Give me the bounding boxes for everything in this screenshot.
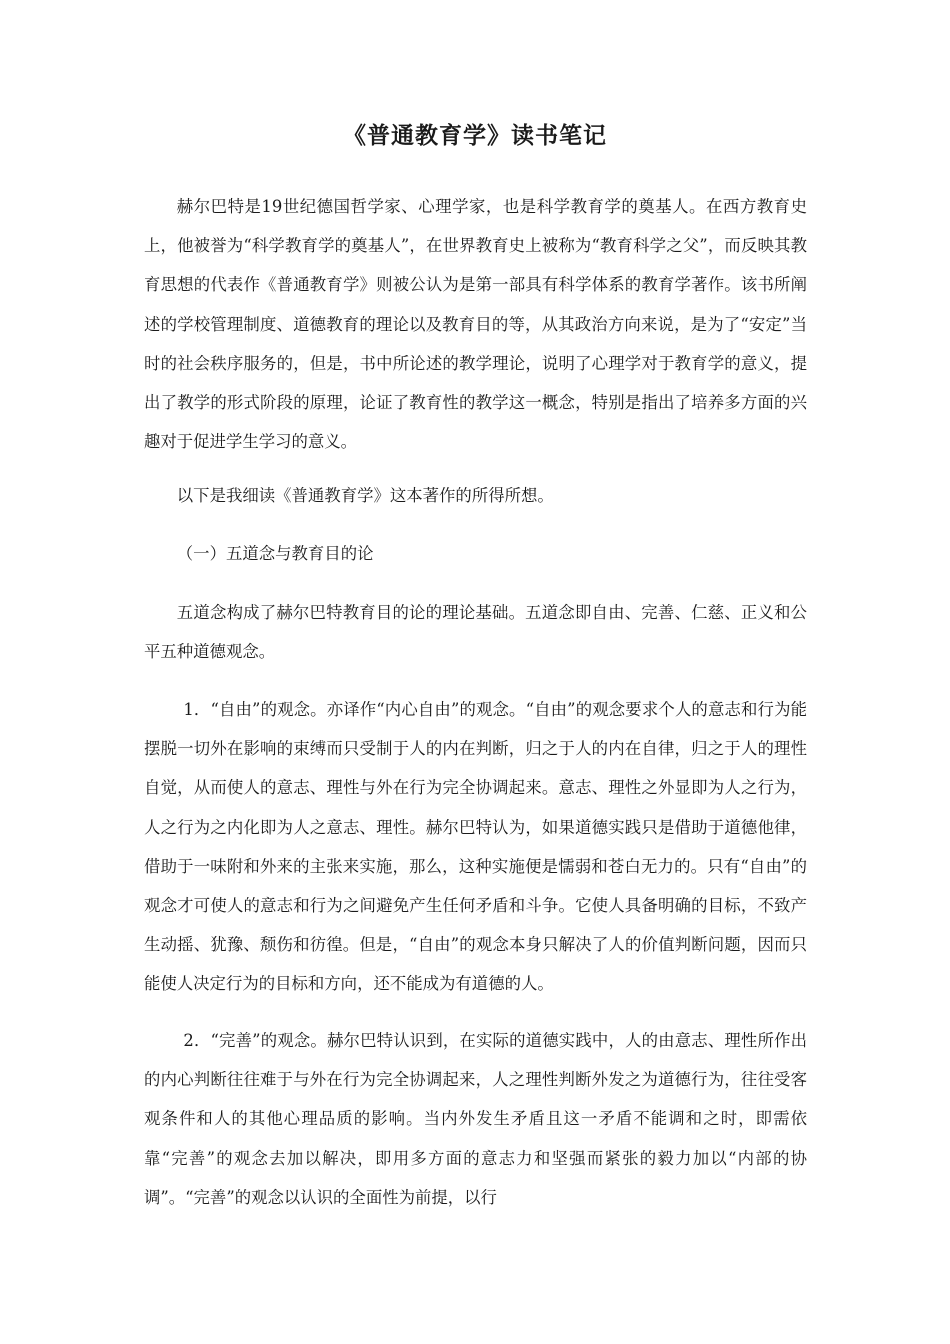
item-freedom-paragraph: 1．“自由”的观念。亦译作“内心自由”的观念。“自由”的观念要求个人的意志和行为能摆脱一切外在影响的束缚而只受制于人的内在判断，归之于人的内在自律，归之于人的理性自觉，从而使人的意志、理性与外在行为完全协调起来。意志、理性之外显即为人之行为，人之行为之内化即为人之意志、理性。赫尔巴特认为，如果道德实践只是借助于道德他律，借助于一味附和外来的主张来实施，那么，这种实施便是懦弱和苍白无力的。只有“自由”的观念才可使人的意志和行为之间避免产生任何矛盾和斗争。它使人具备明确的目标，不致产生动摇、犹豫、颓伤和彷徨。但是，“自由”的观念本身只解决了人的价值判断问题，因而只能使人决定行为的目标和方向，还不能成为有道德的人。 — [144, 700, 807, 994]
intro-paragraph: 赫尔巴特是19世纪德国哲学家、心理学家，也是科学教育学的奠基人。在西方教育史上，他被誉为“科学教育学的奠基人”，在世界教育史上被称为“教育科学之父”，而反映其教育思想的代表作《普通教育学》则被公认为是第一部具有科学体系的教育学著作。该书所阐述的学校管理制度、道德教育的理论以及教育目的等，从其政治方向来说，是为了“安定”当时的社会秩序服务的，但是，书中所论述的教学理论，说明了心理学对于教育学的意义，提出了教学的形式阶段的原理，论证了教育性的教学这一概念，特别是指出了培养多方面的兴趣对于促进学生学习的意义。 — [144, 197, 807, 452]
lead-paragraph: 以下是我细读《普通教育学》这本著作的所得所想。 — [176, 486, 554, 505]
document-title: 《普通教育学》读书笔记 — [343, 123, 607, 149]
item-perfection-paragraph: 2．“完善”的观念。赫尔巴特认识到，在实际的道德实践中，人的由意志、理性所作出的内心判断往往难于与外在行为完全协调起来，人之理性判断外发之为道德行为，往往受客观条件和人的其他心理品质的影响。当内外发生矛盾且这一矛盾不能调和之时，即需依靠“完善”的观念去加以解决，即用多方面的意志力和坚强而紧张的毅力加以“内部的协调”。“完善”的观念以认识的全面性为前提，以行 — [144, 1031, 807, 1207]
section-heading: （一）五道念与教育目的论 — [176, 544, 374, 563]
five-ideas-paragraph: 五道念构成了赫尔巴特教育目的论的理论基础。五道念即自由、完善、仁慈、正义和公平五种道德观念。 — [144, 603, 807, 662]
